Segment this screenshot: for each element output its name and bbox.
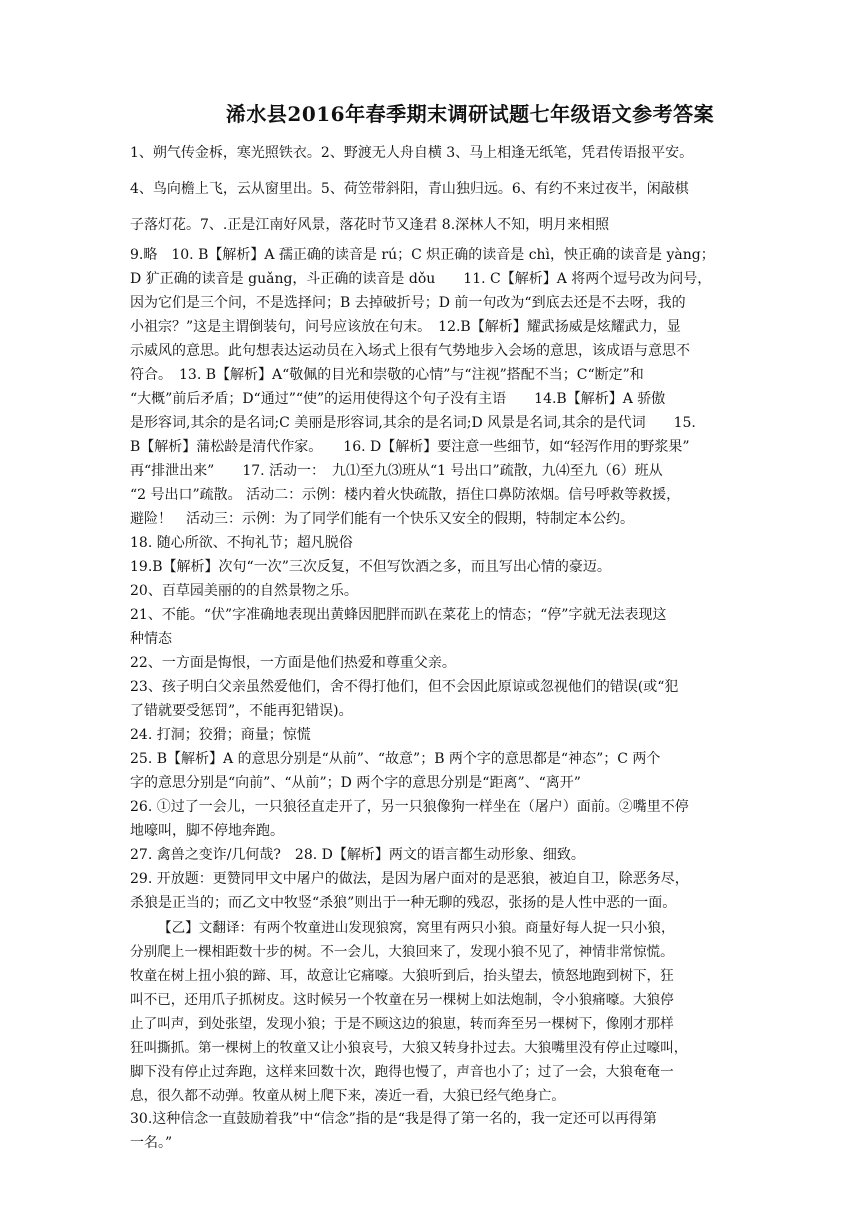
answer-line: 息，很久都不动弹。牧童从树上爬下来，凑近一看，大狼已经气绝身亡。 (130, 1088, 565, 1104)
answer-line: 杀狼是正当的；而乙文中牧竖“杀狼”则出于一种无聊的残忍，张扬的是人性中恶的一面。 (130, 895, 677, 911)
answer-line: 因为它们是三个问，不是选择问；B 去掉破折号；D 前一句改为“到底去还是不去呀，我的 (130, 295, 686, 311)
answer-line: 22、一方面是悔恨，一方面是他们热爱和尊重父亲。 (130, 655, 456, 671)
answer-line: 24. 打洞；狡猾；商量；惊慌 (130, 727, 311, 743)
answer-line: 【乙】文翻译：有两个牧童进山发现狼窝，窝里有两只小狼。商量好每人捉一只小狼， (158, 920, 675, 936)
answer-line: 再“排泄出来” 17. 活动一： 九⑴至九⑶班从“1 号出口”疏散，九⑷至九（6）班从 (130, 463, 663, 479)
answer-line: 23、孩子明白父亲虽然爱他们，舍不得打他们，但不会因此原谅或忽视他们的错误(或“犯 (130, 679, 679, 695)
answer-line: 分别爬上一棵相距数十步的树。不一会儿，大狼回来了，发现小狼不见了，神情非常惊慌。 (130, 944, 674, 960)
answer-line: 29. 开放题：更赞同甲文中屠户的做法，是因为屠户面对的是恶狼，被迫自卫，除恶务尽， (130, 871, 689, 887)
answer-line: 脚下没有停止过奔跑，这样来回数十次，跑得也慢了，声音也小了；过了一会，大狼奄奄一 (130, 1064, 674, 1080)
answer-line: 示威风的意思。此句想表达运动员在入场式上很有气势地步入会场的意思，该成语与意思不 (130, 343, 690, 359)
answer-line: 19.B【解析】次句“一次”三次反复，不但写饮酒之多，而且写出心情的豪迈。 (130, 559, 611, 575)
answer-line: 25. B【解析】A 的意思分别是“从前”、“故意”；B 两个字的意思都是“神态”；C 两个 (130, 751, 661, 767)
answer-line: 字的意思分别是“向前”、“从前”；D 两个字的意思分别是“距离”、“离开” (130, 775, 581, 791)
answer-line: B【解析】蒲松龄是清代作家。 16. D【解析】要注意一些细节，如“轻泻作用的野浆果” (130, 439, 690, 455)
answer-line: 26. ①过了一会儿，一只狼径直走开了，另一只狼像狗一样坐在（屠户）面前。②嘴里不停 (130, 799, 689, 815)
answer-line: 叫不已，还用爪子抓树皮。这时候另一个牧童在另一棵树上如法炮制，令小狼痛嚎。大狼停 (130, 992, 674, 1008)
answer-line: D 犷正确的读音是 guǎng，斗正确的读音是 dǒu 11. C【解析】A 将两个逗号改为问号， (130, 271, 712, 287)
answer-line: 9.略 10. B【解析】A 孺正确的读音是 rú；C 炽正确的读音是 chì，怏正确的读音是 yàng； (130, 247, 715, 263)
answer-line: 27. 禽兽之变诈/几何哉? 28. D【解析】两文的语言都生动形象、细致。 (130, 847, 585, 863)
answer-line: 是形容词,其余的是名词;C 美丽是形容词,其余的是名词;D 风景是名词,其余的是代词 15. (130, 415, 696, 431)
answer-line: 符合。 13. B【解析】A“敬佩的目光和崇敬的心情”与“注视”搭配不当；C“断定”和 (130, 367, 644, 383)
answer-line: 牧童在树上扭小狼的蹄、耳，故意让它痛嚎。大狼听到后，抬头望去，愤怒地跑到树下，狂 (130, 968, 674, 984)
page-title: 浠水县2016年春季期末调研试题七年级语文参考答案 (225, 102, 715, 126)
answer-line: “大概”前后矛盾；D“通过”“使”的运用使得这个句子没有主语 14.B【解析】A 骄傲 (130, 391, 666, 407)
answer-line: 21、不能。“伏”字准确地表现出黄蜂因肥胖而趴在菜花上的情态；“停”字就无法表现这 (130, 607, 667, 623)
answer-line: 20、百草园美丽的的自然景物之乐。 (130, 583, 358, 599)
answer-line: 地嚎叫，脚不停地奔跑。 (130, 823, 284, 839)
answer-line: 30.这种信念一直鼓励着我”中“信念”指的是“我是得了第一名的，我一定还可以再得第 (130, 1111, 657, 1127)
answer-line: “2 号出口”疏散。 活动二：示例：楼内着火快疏散，捂住口鼻防浓烟。信号呼救等救援， (130, 487, 681, 503)
answer-line: 狂叫撕抓。第一棵树上的牧童又让小狼哀号，大狼又转身扑过去。大狼嘴里没有停止过嚎叫， (130, 1040, 688, 1056)
answer-line: 种情态 (130, 631, 172, 647)
answer-line: 了错就要受惩罚”，不能再犯错误)。 (130, 703, 353, 719)
answer-line: 18. 随心所欲、不拘礼节；超凡脱俗 (130, 535, 353, 551)
answer-line: 1、朔气传金柝，寒光照铁衣。2、野渡无人舟自横 3、马上相逢无纸笔，凭君传语报平安。 (130, 145, 694, 161)
answer-line: 小祖宗？”这是主谓倒装句，问号应该放在句末。 12.B【解析】耀武扬威是炫耀武力，显 (130, 319, 681, 335)
answer-line: 子落灯花。7、.正是江南好风景，落花时节又逢君 8.深林人不知，明月来相照 (130, 217, 610, 233)
answer-line: 止了叫声，到处张望，发现小狼；于是不顾这边的狼崽，转而奔至另一棵树下，像刚才那样 (130, 1016, 674, 1032)
answer-line: 避险！ 活动三：示例：为了同学们能有一个快乐又安全的假期，特制定本公约。 (130, 511, 634, 527)
answer-line: 一名。” (130, 1135, 173, 1151)
answer-line: 4、鸟向檐上飞，云从窗里出。5、荷笠带斜阳，青山独归远。6、有约不来过夜半，闲敲棋 (130, 181, 689, 197)
